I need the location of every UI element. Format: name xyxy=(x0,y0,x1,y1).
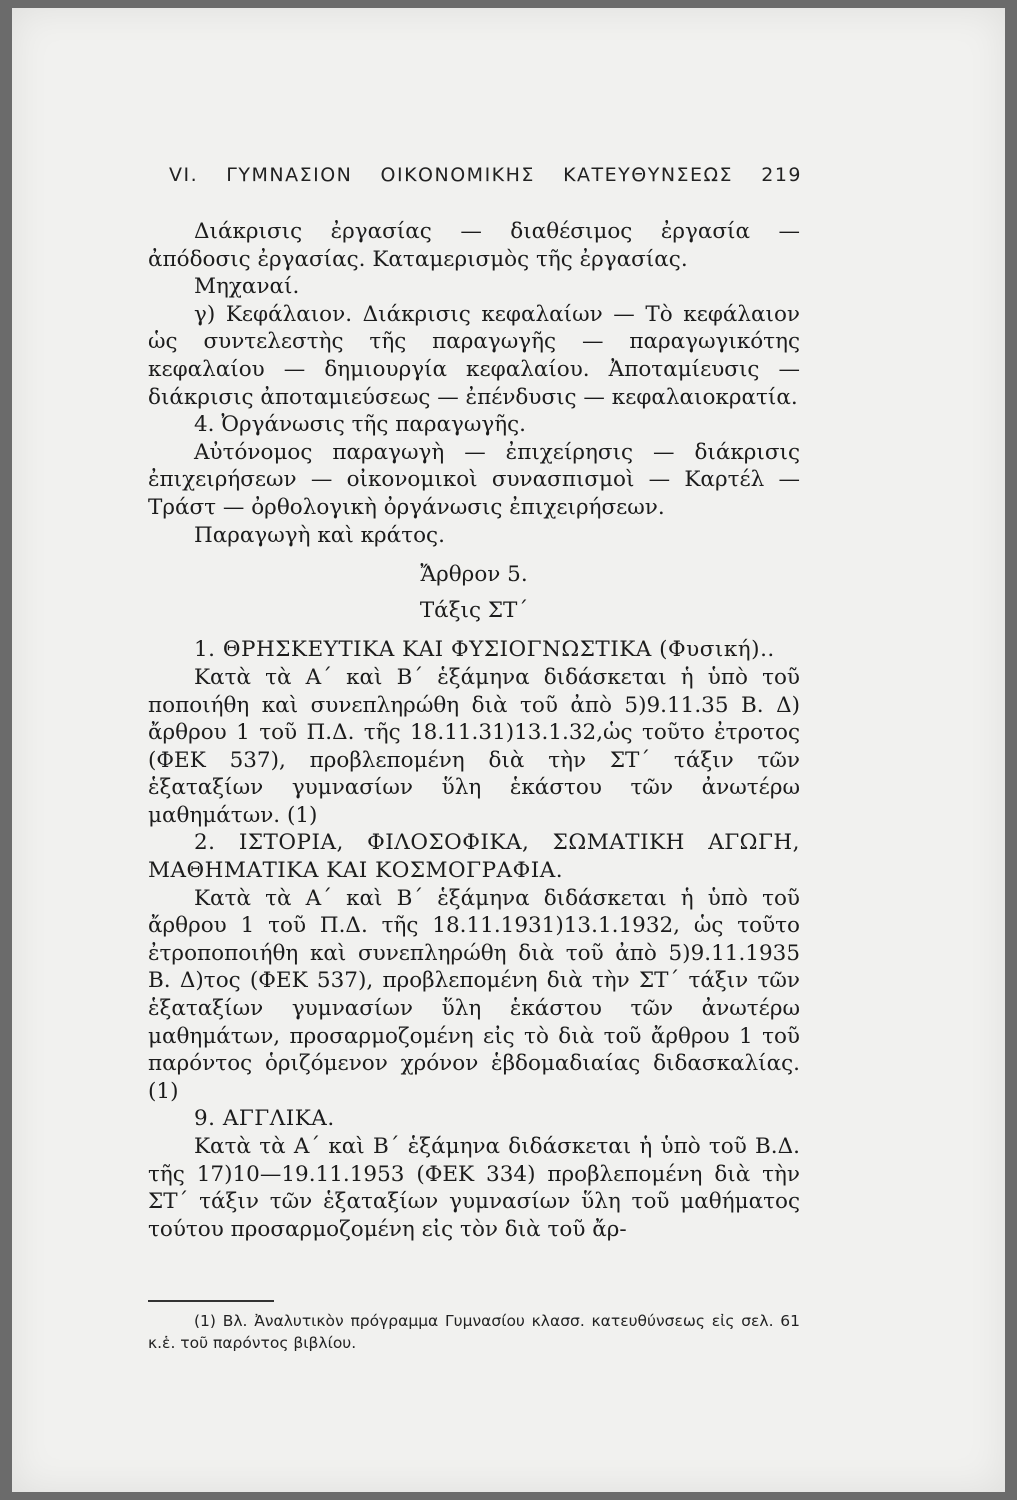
paragraph: 4. Ὀργάνωσις τῆς παραγωγῆς. xyxy=(194,412,527,438)
paragraph: Παραγωγὴ καὶ κράτος. xyxy=(194,522,445,548)
section-heading: 9. ΑΓΓΛΙΚΑ. xyxy=(194,1106,335,1132)
paragraph: Διάκρισις ἐργασίας — διαθέσιμος ἐργασία — ἀπόδοσις ἐργασίας. Καταμερισμὸς τῆς ἐργασίας. xyxy=(148,219,800,272)
section-heading: 2. ΙΣΤΟΡΙΑ, ΦΙΛΟΣΟΦΙΚΑ, ΣΩΜΑΤΙΚΗ ΑΓΩΓΗ, ΜΑΘΗΜΑΤΙΚΑ ΚΑΙ ΚΟΣΜΟΓΡΑΦΙΑ. xyxy=(148,830,800,884)
paragraph: Αὐτόνομος παραγωγὴ — ἐπιχείρησις — διάκρισις ἐπιχειρήσεων — οἰκονομικοὶ συνασπισμοὶ — Καρτέλ — Τράστ — ὀρθολογικὴ ὀργάνωσις ἐπιχειρήσεων. xyxy=(148,439,800,520)
paragraph: Κατὰ τὰ Α΄ καὶ Β΄ ἑξάμηνα διδάσκεται ἡ ὑπὸ τοῦ Β.Δ. τῆς 17)10—19.11.1953 (ΦΕΚ 334) προβλεπομένη διὰ τὴν ΣΤ΄ τάξιν τῶν ἑξαταξίων γυμνασίων ὕλη τοῦ μαθήματος τούτου προσαρμοζομένη εἰς τὸν διὰ τοῦ ἄρ- xyxy=(148,1134,800,1242)
article-heading: Ἄρθρον 5. xyxy=(420,562,528,588)
paragraph: Μηχαναί. xyxy=(194,274,300,300)
footnote-rule xyxy=(148,1300,274,1302)
footnote xyxy=(148,1310,800,1354)
section-heading: 1. ΘΡΗΣΚΕΥΤΙΚΑ ΚΑΙ ΦΥΣΙΟΓΝΩΣΤΙΚΑ (Φυσική).. xyxy=(194,637,775,663)
paragraph: γ) Κεφάλαιον. Διάκρισις κεφαλαίων — Τὸ κεφάλαιον ὡς συντελεστὴς τῆς παραγωγῆς — παραγωγικότης κεφαλαίου — δημιουργία κεφαλαίου. Ἀποταμίευσις — διάκρισις ἀποταμιεύσεως — ἐπένδυσις — κεφαλαιοκρατία. xyxy=(148,301,800,410)
footnote-text: (1) Βλ. Ἀναλυτικὸν πρόγραμμα Γυμνασίου κλασσ. κατευθύνσεως εἰς σελ. 61 κ.ἑ. τοῦ παρόντος βιβλίου. xyxy=(148,1312,800,1352)
page-body xyxy=(148,218,800,1243)
class-heading: Τάξις ΣΤ΄ xyxy=(419,597,529,623)
running-head: VI. ΓΥΜΝΑΣΙΟΝ ΟΙΚΟΝΟΜΙΚΗΣ ΚΑΤΕΥΘΥΝΣΕΩΣ 219 xyxy=(169,164,802,186)
paragraph: Κατὰ τὰ Α΄ καὶ Β΄ ἑξάμηνα διδάσκεται ἡ ὑπὸ τοῦ ἄρθρου 1 τοῦ Π.Δ. τῆς 18.11.1931)13.1.1932, ὡς τοῦτο ἐτροποποιήθη καὶ συνεπληρώθη διὰ τοῦ ἀπὸ 5)9.11.1935 Β. Δ)τος (ΦΕΚ 537), προβλεπομένη διὰ τὴν ΣΤ΄ τάξιν τῶν ἑξαταξίων γυμνασίων ὕλη ἑκάστου τῶν ἀνωτέρω μαθημάτων, προσαρμοζομένη εἰς τὸ διὰ τοῦ ἄρθρου 1 τοῦ παρόντος ὁριζόμενον χρόνον ἑβδομαδιαίας διδασκαλίας. (1) xyxy=(148,885,800,1104)
book-page xyxy=(12,8,1005,1492)
paragraph: Κατὰ τὰ Α΄ καὶ Β΄ ἑξάμηνα διδάσκεται ἡ ὑπὸ τοῦ ποποιήθη καὶ συνεπληρώθη διὰ τοῦ ἀπὸ 5)9.11.35 Β. Δ) ἄρθρου 1 τοῦ Π.Δ. τῆς 18.11.31)13.1.32,ὡς τοῦτο ἐτροτος (ΦΕΚ 537), προβλεπομένη διὰ τὴν ΣΤ΄ τάξιν τῶν ἑξαταξίων γυμνασίων ὕλη ἑκάστου τῶν ἀνωτέρω μαθημάτων. (1) xyxy=(148,664,800,828)
